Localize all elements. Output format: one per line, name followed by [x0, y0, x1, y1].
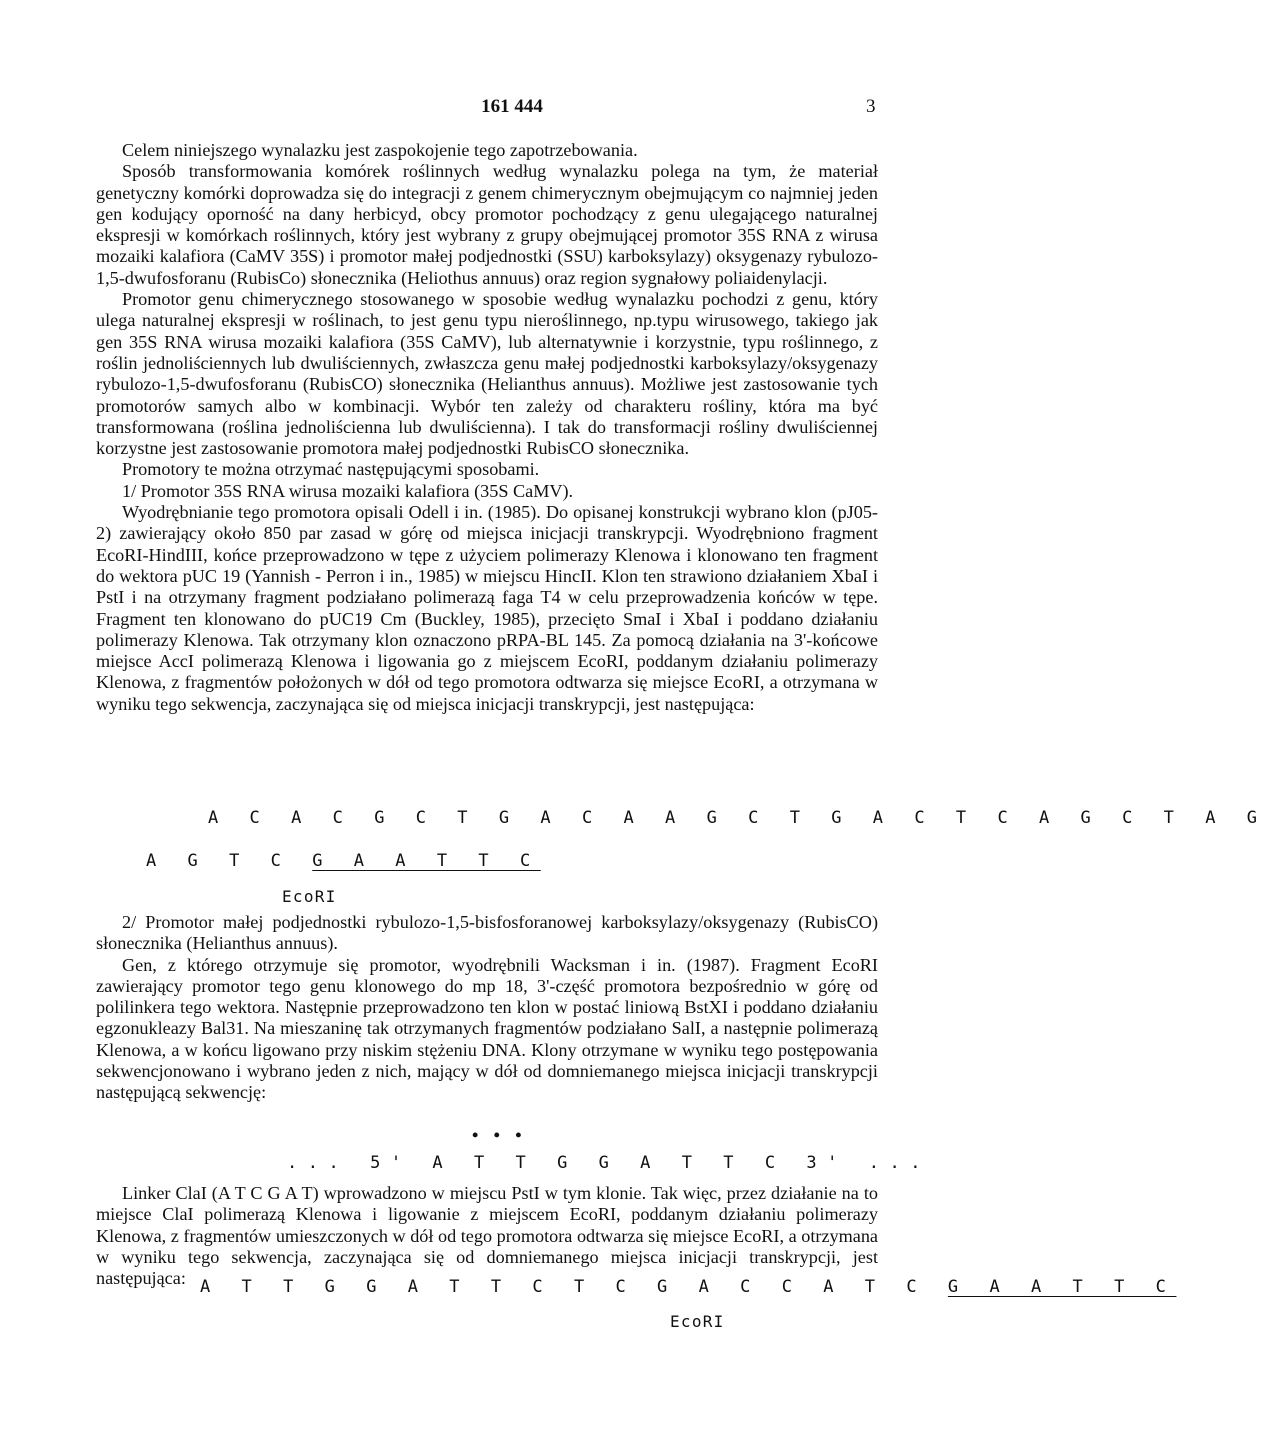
paragraph: Promotory te można otrzymać następującymi sposobami.: [122, 459, 540, 480]
paragraph: 1/ Promotor 35S RNA wirusa mozaiki kalafiora (35S CaMV).: [122, 480, 574, 501]
sequence-1-line-1: A C A C G C T G A C A A G C T G A C T C A G C T A G: [208, 808, 1268, 828]
sequence-3: [200, 1277, 1176, 1297]
paragraph: 2/ Promotor małej podjednostki rybulozo-1,5-bisfosforanowej karboksylazy/oksygenazy (RubisCO) słonecznika (Helianthus annuus).: [96, 912, 878, 954]
document-number: 161 444: [481, 96, 543, 117]
document-body-end: [96, 1183, 878, 1289]
paragraph: Linker ClaI (A T C G A T) wprowadzono w miejscu PstI w tym klonie. Tak więc, przez działanie na to miejsce ClaI polimerazą Klenowa i ligowanie z miejscem EcoRI, poddanym działaniu polimerazy Klenowa, z fragmentów umieszczonych w dół od tego promotora odtwarza się miejsce EcoRI, a otrzymana w wyniku tego sekwencja, zaczynająca się od domniemanego miejsca inicjacji transkrypcji, jest następująca:: [96, 1183, 878, 1289]
ecori-site: G A A T T C: [312, 851, 541, 871]
ellipsis-dots: • • •: [472, 1125, 527, 1145]
page-number: 3: [866, 96, 876, 117]
document-body: [96, 140, 878, 715]
paragraph: Sposób transformowania komórek roślinnych według wynalazku polega na tym, że materiał genetyczny komórki doprowadza się do integracji z genem chimerycznym obejmującym co najmniej jeden gen kodujący oporność na dany herbicyd, obcy promotor pochodzący z genu ulegającego naturalnej ekspresji w komórkach roślinnych, który jest wybrany z grupy obejmującej promotor 35S RNA z wirusa mozaiki kalafiora (CaMV 35S) i promotor małej podjednostki (SSU) karboksylazy) oksygenazy rybulozo-1,5-dwufosforanu (RubisCo) słonecznika (Heliothus annuus) oraz region sygnałowy poliaidenylacji.: [96, 161, 878, 288]
document-body-continued: [96, 912, 878, 1104]
paragraph: Promotor genu chimerycznego stosowanego w sposobie według wynalazku pochodzi z genu, który ulega naturalnej ekspresji w roślinach, to jest genu typu nieroślinnego, np.typu wirusowego, takiego jak gen 35S RNA wirusa mozaiki kalafiora (35S CaMV), lub alternatywnie i korzystnie, typu roślinnego, z roślin jednoliściennych lub dwuliściennych, zwłaszcza genu małej podjednostki karboksylazy/oksygenazy rybulozo-1,5-dwufosforanu (RubisCO) słonecznika (Helianthus annuus). Możliwe jest zastosowanie tych promotorów samych albo w kombinacji. Wybór ten zależy od charakteru rośliny, która ma być transformowana (roślina jednoliścienna lub dwuliścienna). I tak do transformacji rośliny dwuliściennej korzystne jest zastosowanie promotora małej podjednostki RubisCO słonecznika.: [96, 289, 878, 459]
paragraph: Wyodrębnianie tego promotora opisali Odell i in. (1985). Do opisanej konstrukcji wybrano klon (pJ05-2) zawierający około 850 par zasad w górę od miejsca inicjacji transkrypcji. Wyodrębniono fragment EcoRI-HindIII, końce przeprowadzono w tępe z użyciem polimerazy Klenowa i klonowano ten fragment do wektora pUC 19 (Yannish - Perron i in., 1985) w miejscu HincII. Klon ten strawiono działaniem XbaI i PstI i na otrzymany fragment podziałano polimerazą faga T4 w celu przeprowadzenia końców w tępe. Fragment ten klonowano do pUC19 Cm (Buckley, 1985), przecięto SmaI i XbaI i poddano działaniu polimerazy Klenowa. Tak otrzymany klon oznaczono pRPA-BL 145. Za pomocą działania na 3'-końcowe miejsce AccI polimerazą Klenowa i ligowania go z miejscem EcoRI, poddanym działaniu polimerazy Klenowa, z fragmentów położonych w dół od tego promotora odtwarza się miejsce EcoRI, a otrzymana w wyniku tego sekwencja, zaczynająca się od miejsca inicjacji transkrypcji, jest następująca:: [96, 502, 878, 714]
paragraph: Gen, z którego otrzymuje się promotor, wyodrębnili Wacksman i in. (1987). Fragment EcoRI zawierający promotor tego genu klonowego do mp 18, 3'-część promotora bezpośrednio w górę od polilinkera tego wektora. Następnie przeprowadzono ten klon w postać liniową BstXI i poddano działaniu egzonukleazy Bal31. Na mieszaninę tak otrzymanych fragmentów podziałano SalI, a następnie polimerazą Klenowa, a w końcu ligowano przy niskim stężeniu DNA. Klony otrzymane w wyniku tego postępowania sekwencjonowano i wybrano jeden z nich, mający w dół od domniemanego miejsca inicjacji transkrypcji następującą sekwencję:: [96, 954, 878, 1103]
sequence-2: ... 5' A T T G G A T T C 3' ...: [287, 1153, 932, 1173]
sequence-segment: A T T G G A T T C T C G A C C A T C: [200, 1277, 948, 1297]
sequence-1-line-2: [146, 851, 541, 871]
ecori-label: EcoRI: [670, 1312, 725, 1331]
ecori-site: G A A T T C: [947, 1277, 1177, 1297]
sequence-segment: A G T C: [146, 851, 313, 871]
ecori-label: EcoRI: [282, 887, 337, 906]
paragraph: Celem niniejszego wynalazku jest zaspokojenie tego zapotrzebowania.: [122, 140, 638, 160]
